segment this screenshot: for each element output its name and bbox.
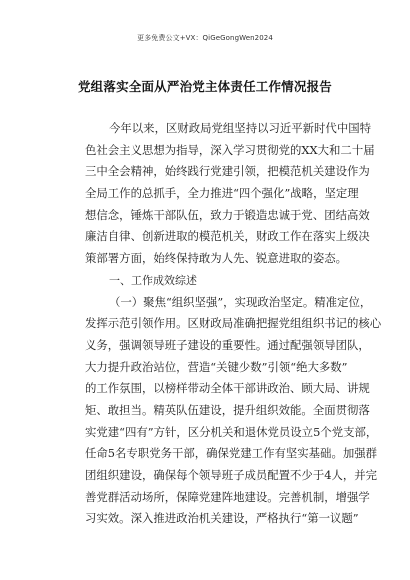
document-title: 党组落实全面从严治党主体责任工作情况报告 — [77, 79, 332, 94]
paragraph-2-line-11: 习实效。深入推进政治机关建设，严格执行“第一议题” — [85, 511, 359, 526]
paragraph-2-line-6: 矩、敢担当。精英队伍建设，提升组织效能。全面贯彻落 — [85, 402, 370, 417]
header-note: 更多免费公文+VX：QiGeGongWen2024 — [137, 34, 273, 42]
paragraph-2-line-4: 大力提升政治站位，营造“关键少数”引领“绝大多数” — [85, 359, 348, 374]
paragraph-2-line-1: （一）聚焦“组织坚强”，实现政治坚定。精准定位， — [109, 294, 372, 309]
paragraph-1-line-4: 全局工作的总抓手，全力推进“四个强化”战略，坚定理 — [85, 186, 359, 201]
section-heading: 一、工作成效综述 — [109, 273, 197, 287]
document-body — [85, 118, 382, 530]
paragraph-1-line-3: 三中全会精神，始终践行党建引领，把模范机关建设作为 — [85, 164, 370, 179]
paragraph-2-line-5: 的工作氛围，以榜样带动全体干部讲政治、顾大局、讲规 — [85, 381, 370, 396]
paragraph-2-line-7: 实党建“四有”方针，区分机关和退休党员设立5个党支部， — [85, 424, 378, 439]
paragraph-2-line-8: 任命5名专职党务干部，确保党建工作有坚实基础。加强群 — [85, 446, 378, 461]
paragraph-1-line-5: 想信念，锤炼干部队伍，致力于锻造忠诚于党、团结高效 — [85, 207, 370, 222]
paragraph-1-line-1: 今年以来，区财政局党组坚持以习近平新时代中国特 — [109, 121, 371, 135]
paragraph-1-line-7: 策部署方面，始终保持敢为人先、锐意进取的姿态。 — [85, 251, 347, 266]
paragraph-2-line-3: 义务，强调领导班子建设的重要性。通过配强领导团队， — [85, 337, 370, 352]
paragraph-2-line-10: 善党群活动场所，保障党建阵地建设。完善机制，增强学 — [85, 489, 370, 504]
paragraph-1-line-2: 色社会主义思想为指导，深入学习贯彻党的XX大和二十届 — [85, 142, 375, 157]
paragraph-2-line-2: 发挥示范引领作用。区财政局准确把握党组组织书记的核心 — [85, 316, 382, 331]
paragraph-1-line-6: 廉洁自律、创新进取的模范机关，财政工作在落实上级决 — [85, 229, 370, 244]
paragraph-2-line-9: 团组织建设，确保每个领导班子成员配置不少于4人，并完 — [85, 468, 378, 482]
